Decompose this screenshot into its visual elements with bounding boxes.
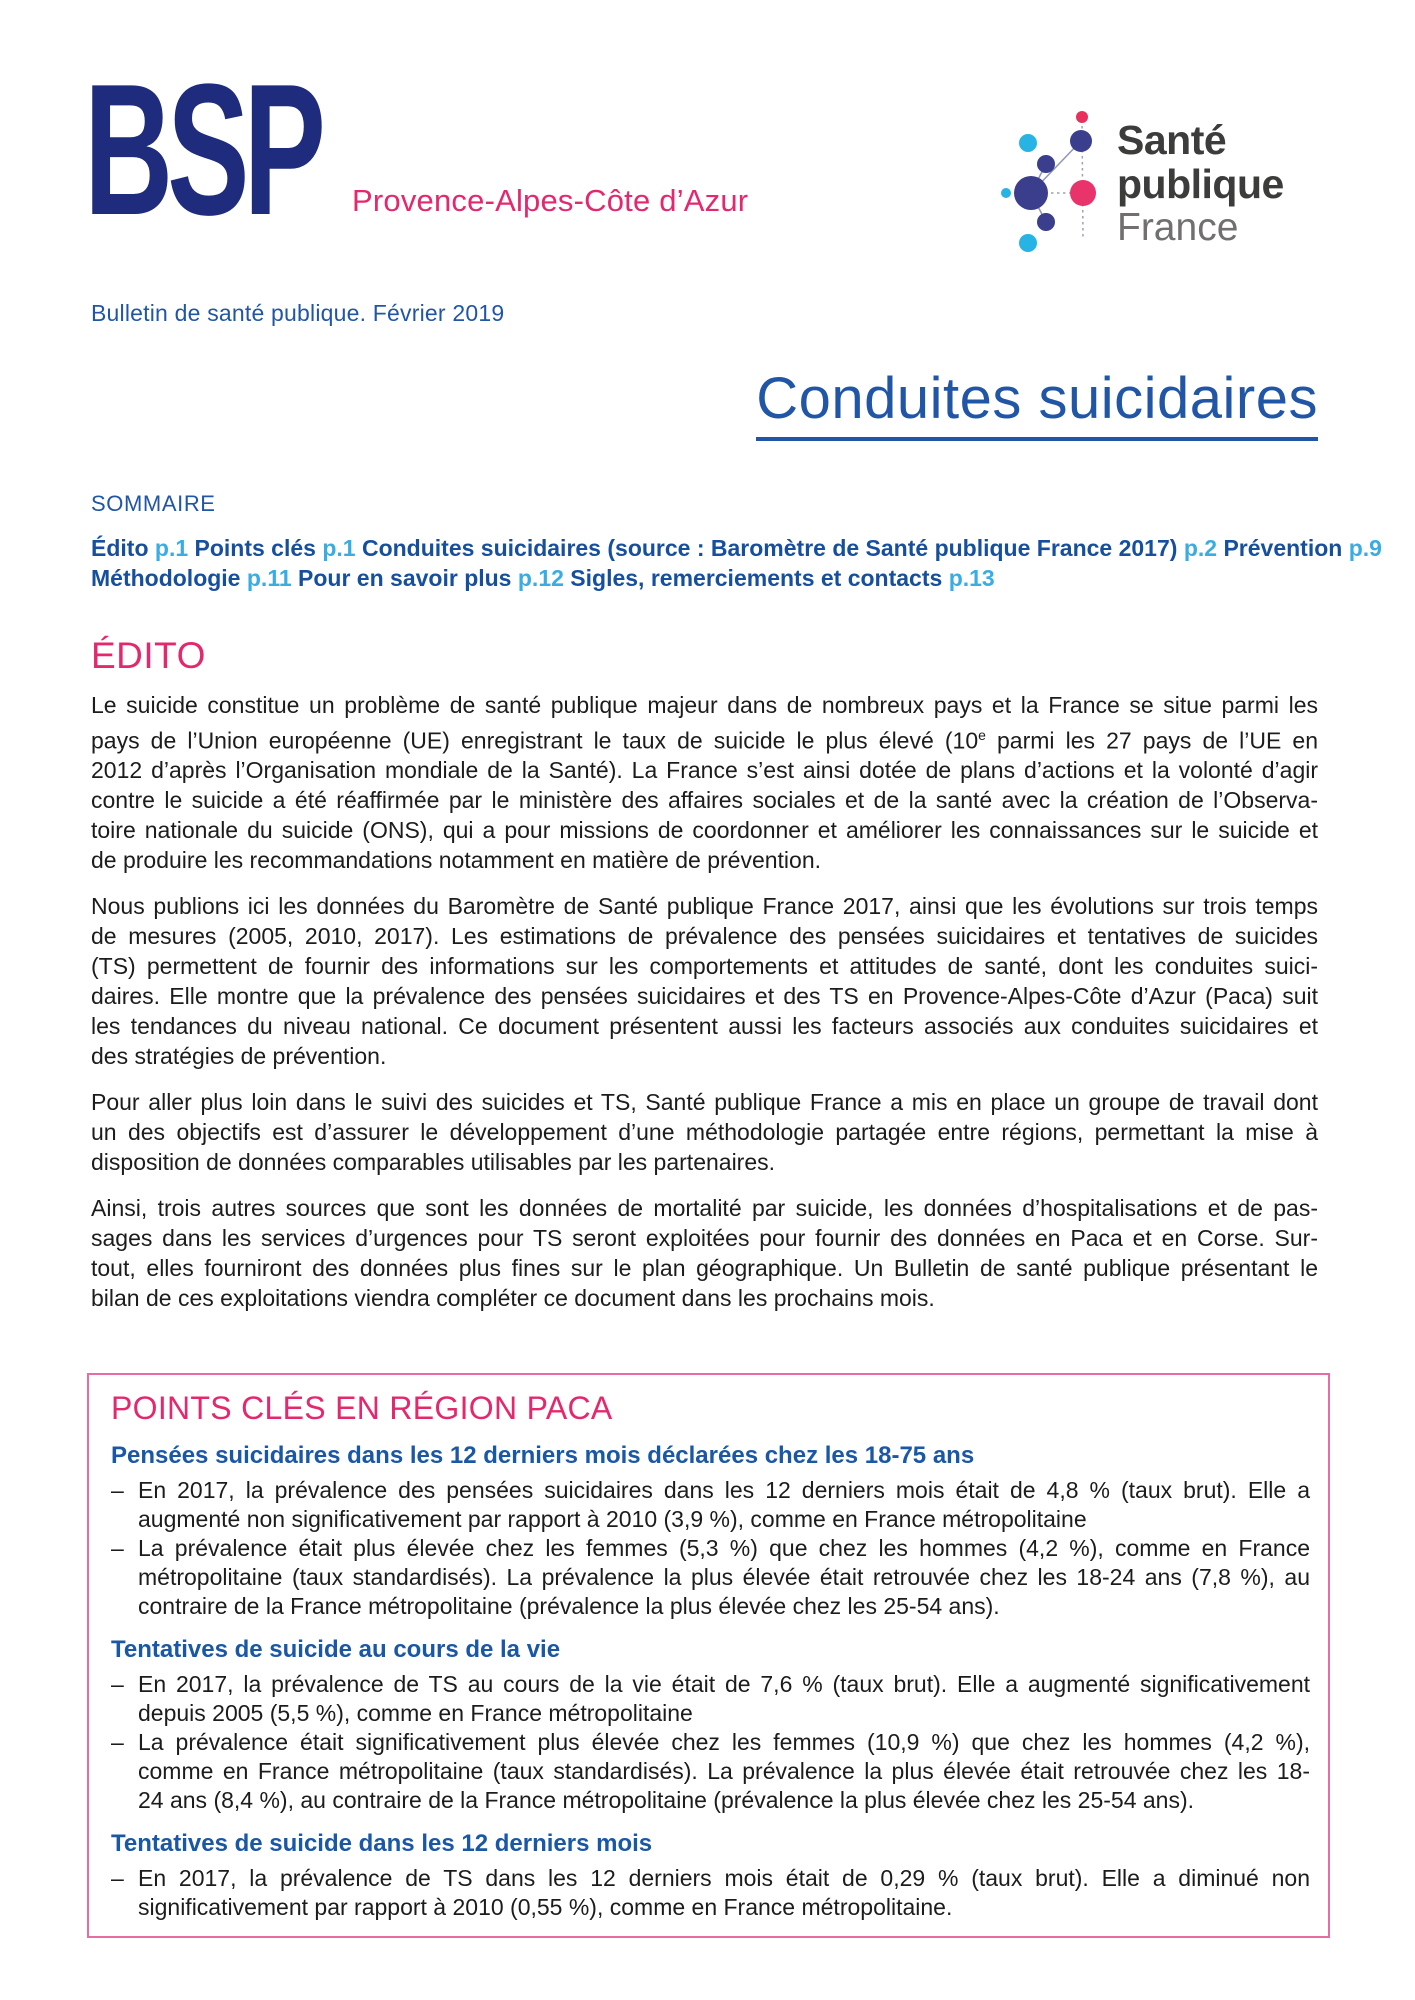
toc-entry-label: Pour en savoir plus: [298, 564, 518, 591]
bullet-text: [138, 1476, 1310, 1534]
text-line: augmenté non significativement par rapport à 2010 (3,9 %), comme en France métropolitaine: [138, 1506, 1087, 1533]
bulletin-date-line: Bulletin de santé publique. Février 2019: [91, 300, 505, 326]
toc-entry-page: p.11: [246, 564, 299, 591]
text-line: les tendances du niveau national. Ce document présentent aussi les facteurs associés aux conduites suicidaires et: [91, 1013, 1318, 1040]
text-line: sages dans les services d’urgences pour TS seront exploitées pour fournir des données en Paca et en Corse. Sur-: [91, 1225, 1318, 1252]
text-line: significativement par rapport à 2010 (0,55 %), comme en France métropolitaine.: [138, 1894, 953, 1921]
bullet-item: [111, 1864, 1310, 1922]
bullet-item: [111, 1670, 1310, 1728]
spf-logo-publique: publique: [1117, 161, 1284, 207]
region-title: Provence-Alpes-Côte d’Azur: [352, 183, 749, 218]
bsp-logo: BSP: [84, 45, 320, 254]
toc-entry-page: p.12: [517, 564, 571, 591]
text-line: un des objectifs est d’assurer le développement d’une méthodologie partagée entre régions, permettant la mise à: [91, 1119, 1318, 1146]
edito-paragraph-1: [91, 690, 1318, 876]
toc-entry-page: p.1: [322, 534, 362, 561]
text-line: disposition de données comparables utilisables par les partenaires.: [91, 1149, 776, 1176]
toc-entry-label: Points clés: [194, 534, 323, 561]
text-line: En 2017, la prévalence de TS au cours de la vie était de 7,6 % (taux brut). Elle a augmenté significativement: [138, 1671, 1310, 1698]
toc-line-1: [91, 533, 1382, 563]
main-column: [91, 0, 1382, 1938]
text-line: contraire de la France métropolitaine (prévalence la plus élevée chez les 25-54 ans).: [138, 1593, 1000, 1620]
bullet-text: [138, 1670, 1310, 1728]
text-line: pays de l’Union européenne (UE) enregistrant le taux de suicide le plus élevé (10e parmi les 27 pays de l’UE en: [91, 726, 1318, 754]
document-title-text: Conduites suicidaires: [756, 368, 1318, 441]
text-line: 24 ans (8,4 %), au contraire de la France métropolitaine (prévalence la plus élevée chez les 25-54 ans).: [138, 1787, 1195, 1814]
text-line: La prévalence était significativement plus élevée chez les femmes (10,9 %) que chez les hommes (4,2 %),: [138, 1729, 1310, 1756]
bullet-dash-icon: –: [111, 1729, 124, 1756]
points-cles-heading: POINTS CLÉS EN RÉGION PACA: [111, 1390, 613, 1427]
text-line: comme en France métropolitaine (taux standardisés). La prévalence la plus élevée était retrouvée chez les 18-: [138, 1758, 1310, 1785]
sommaire-heading: SOMMAIRE: [91, 490, 216, 516]
bullet-item: [111, 1534, 1310, 1621]
section-bullets: [111, 1476, 1310, 1621]
edito-paragraph-4: [91, 1193, 1318, 1313]
text-line: des stratégies de prévention.: [91, 1043, 387, 1070]
text-line: Pour aller plus loin dans le suivi des suicides et TS, Santé publique France a mis en place un groupe de travail dont: [91, 1089, 1318, 1116]
text-line: de mesures (2005, 2010, 2017). Les estimations de prévalence des pensées suicidaires et tentatives de suicides: [91, 923, 1318, 950]
section-bullets: [111, 1670, 1310, 1815]
text-line: tout, elles fourniront des données plus fines sur le plan géographique. Un Bulletin de santé publique présentant le: [91, 1255, 1318, 1282]
bullet-item: [111, 1728, 1310, 1815]
bullet-dash-icon: –: [111, 1671, 124, 1698]
text-line: depuis 2005 (5,5 %), comme en France métropolitaine: [138, 1700, 693, 1727]
spf-logo-france: France: [1117, 206, 1239, 249]
toc-entry-label: Prévention: [1223, 534, 1349, 561]
spf-logo-sante: Santé: [1117, 117, 1227, 163]
edito-paragraph-3: [91, 1087, 1318, 1177]
toc-entry-label: Conduites suicidaires (source : Baromètre de Santé publique France 2017): [361, 534, 1184, 561]
toc-entry-page: p.2: [1183, 534, 1224, 561]
text-line: de produire les recommandations notamment en matière de prévention.: [91, 847, 822, 874]
text-line: En 2017, la prévalence de TS dans les 12 derniers mois était de 0,29 % (taux brut). Elle a diminué non: [138, 1865, 1310, 1892]
text-line: Le suicide constitue un problème de santé publique majeur dans de nombreux pays et la France se situe parmi les: [91, 691, 1318, 718]
text-line: La prévalence était plus élevée chez les femmes (5,3 %) que chez les hommes (4,2 %), comme en France: [138, 1535, 1310, 1562]
toc-entry-page: p.1: [154, 534, 195, 561]
section-heading-ts-12-mois: Tentatives de suicide dans les 12 derniers mois: [111, 1830, 653, 1858]
section-bullets: [111, 1864, 1310, 1922]
toc-line-2: [91, 563, 1318, 593]
toc-entry-page: p.13: [948, 564, 995, 591]
bullet-text: [138, 1728, 1310, 1815]
section-heading-ts-vie: Tentatives de suicide au cours de la vie: [111, 1636, 561, 1664]
bullet-text: [138, 1864, 1310, 1922]
text-line: Nous publions ici les données du Baromètre de Santé publique France 2017, ainsi que les évolutions sur trois temps: [91, 893, 1318, 920]
toc-entry-label: Sigles, remerciements et contacts: [570, 564, 949, 591]
edito-paragraph-2: [91, 891, 1318, 1071]
bullet-dash-icon: –: [111, 1535, 124, 1562]
text-line: métropolitaine (taux standardisés). La prévalence la plus élevée était retrouvée chez les 18-24 ans (7,8 %), au: [138, 1564, 1310, 1591]
edito-heading: ÉDITO: [91, 634, 206, 676]
text-line: En 2017, la prévalence des pensées suicidaires dans les 12 derniers mois était de 4,8 % (taux brut). Elle a: [138, 1477, 1310, 1504]
section-heading-pensees-suicidaires: Pensées suicidaires dans les 12 derniers mois déclarées chez les 18-75 ans: [111, 1442, 975, 1470]
document-title: [91, 368, 1318, 441]
bullet-dash-icon: –: [111, 1477, 124, 1504]
bullet-text: [138, 1534, 1310, 1621]
points-cles-box: [87, 1373, 1330, 1938]
toc-entry-label: Édito: [91, 534, 155, 561]
text-line: toire nationale du suicide (ONS), qui a pour missions de coordonner et améliorer les connaissances sur le suicide et: [91, 817, 1318, 844]
bullet-dash-icon: –: [111, 1865, 124, 1892]
text-line: bilan de ces exploitations viendra compléter ce document dans les prochains mois.: [91, 1285, 935, 1312]
text-line: contre le suicide a été réaffirmée par le ministère des affaires sociales et de la santé avec la création de l’Observa-: [91, 787, 1318, 814]
bullet-item: [111, 1476, 1310, 1534]
text-line: 2012 d’après l’Organisation mondiale de la Santé). La France s’est ainsi dotée de plans d’actions et la volonté d’agir: [91, 757, 1318, 784]
text-line: (TS) permettent de fournir des informations sur les comportements et attitudes de santé, dont les conduites suici-: [91, 953, 1318, 980]
text-line: daires. Elle montre que la prévalence des pensées suicidaires et des TS en Provence-Alpes-Côte d’Azur (Paca) suit: [91, 983, 1318, 1010]
toc-entry-page: p.9: [1348, 534, 1382, 561]
toc-entry-label: Méthodologie: [91, 564, 247, 591]
text-line: Ainsi, trois autres sources que sont les données de mortalité par suicide, les données d’hospitalisations et de pas-: [91, 1195, 1318, 1222]
